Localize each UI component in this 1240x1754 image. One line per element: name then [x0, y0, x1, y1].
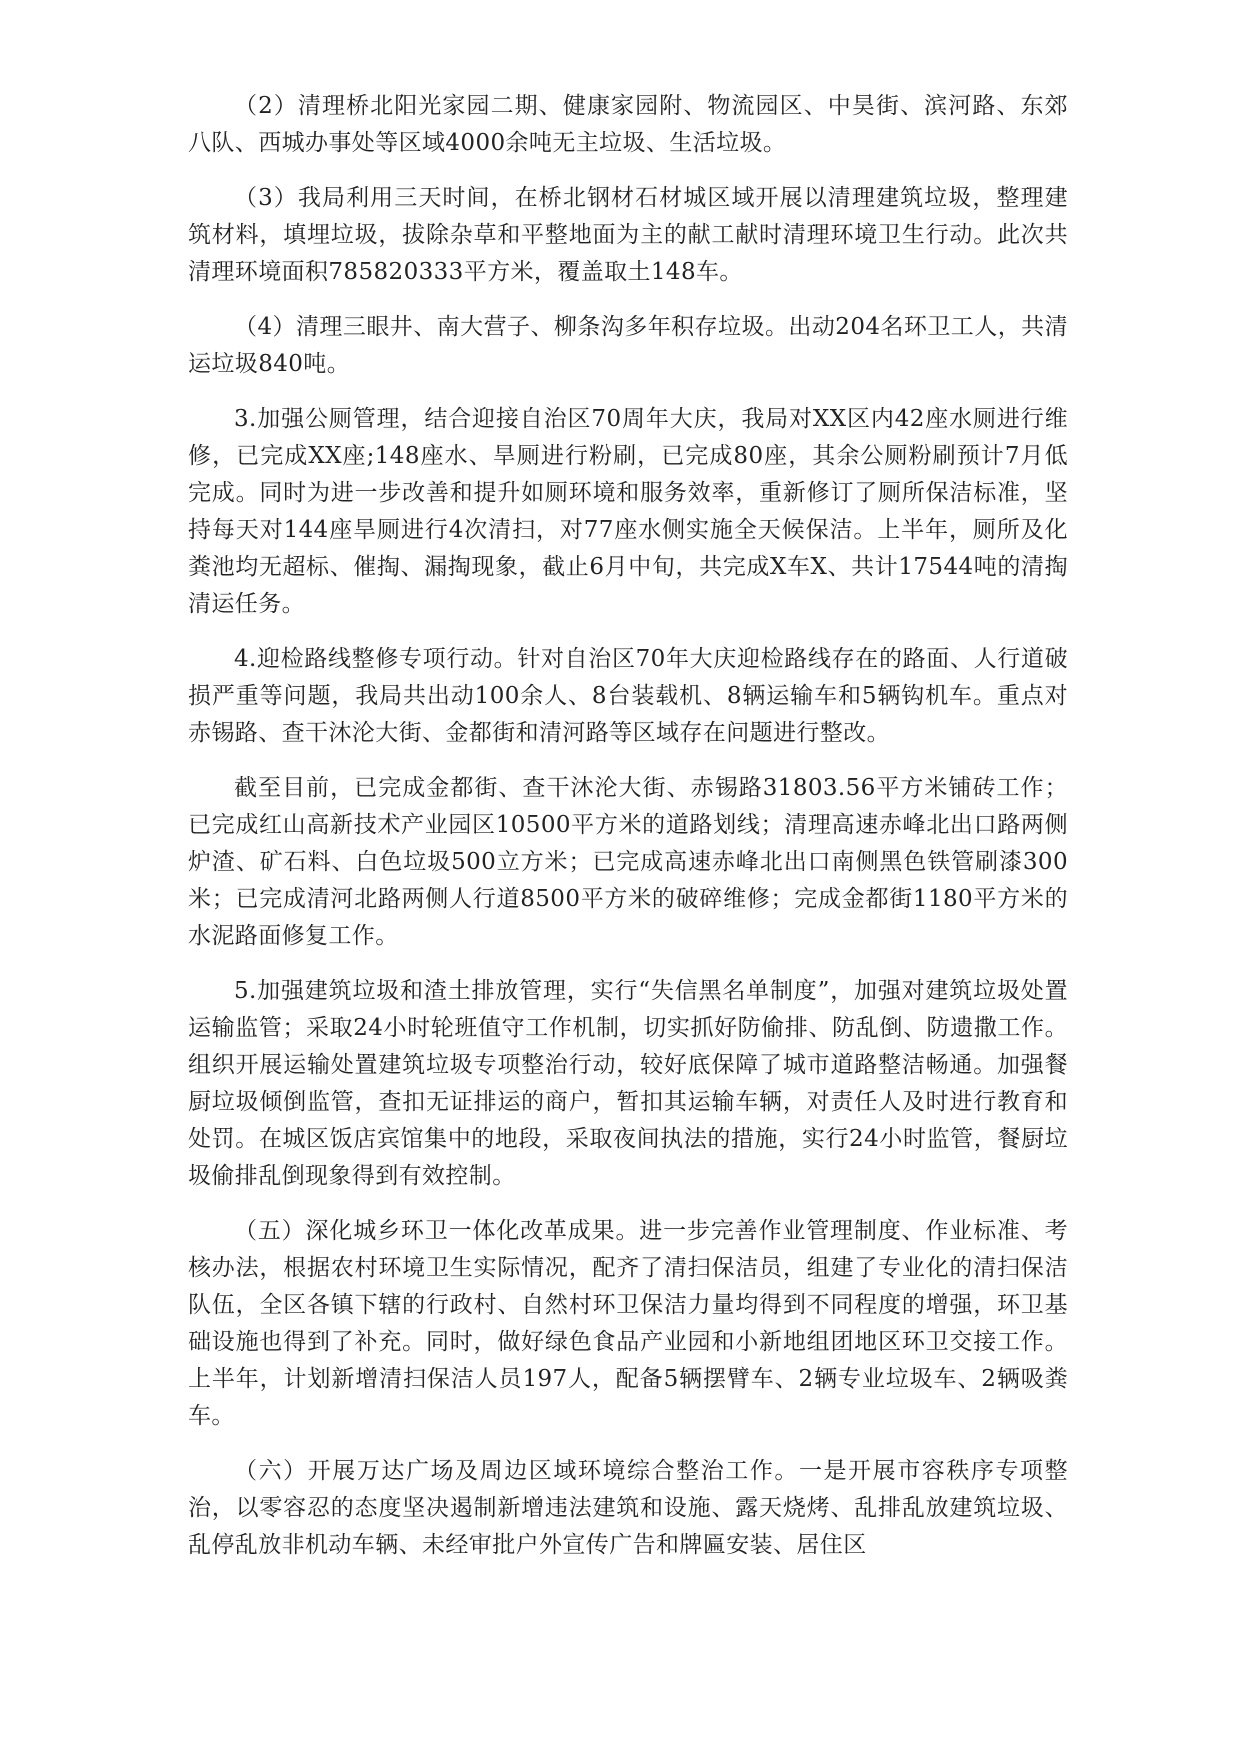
paragraph-toilet-management: 3.加强公厕管理，结合迎接自治区70周年大庆，我局对XX区内42座水厕进行维修，已完成XX座;148座水、旱厕进行粉刷，已完成80座，其余公厕粉刷预计7月低完成。同时为进一步改善和提升如厕环境和服务效率，重新修订了厕所保洁标准，坚持每天对144座旱厕进行4次清扫，对77座水侧实施全天候保洁。上半年，厕所及化粪池均无超标、催掏、漏掏现象，截止6月中旬，共完成X车X、共计17544吨的清掏清运任务。 — [188, 406, 1068, 617]
document-body — [188, 88, 1068, 1582]
paragraph-wanda-plaza: （六）开展万达广场及周边区域环境综合整治工作。一是开展市容秩序专项整治，以零容忍的态度坚决遏制新增违法建筑和设施、露天烧烤、乱排乱放建筑垃圾、乱停乱放非机动车辆、未经审批户外宣传广告和牌匾安装、居住区 — [188, 1458, 1068, 1558]
paragraph-cleanup-3: （3）我局利用三天时间，在桥北钢材石材城区域开展以清理建筑垃圾，整理建筑材料，填埋垃圾，拔除杂草和平整地面为主的献工献时清理环境卫生行动。此次共清理环境面积785820333平方米，覆盖取土148车。 — [188, 185, 1068, 285]
paragraph-construction-waste: 5.加强建筑垃圾和渣土排放管理，实行“失信黑名单制度”，加强对建筑垃圾处置运输监管；采取24小时轮班值守工作机制，切实抓好防偷排、防乱倒、防遗撒工作。组织开展运输处置建筑垃圾专项整治行动，较好底保障了城市道路整洁畅通。加强餐厨垃圾倾倒监管，查扣无证排运的商户，暂扣其运输车辆，对责任人及时进行教育和处罚。在城区饭店宾馆集中的地段，采取夜间执法的措施，实行24小时监管，餐厨垃圾偷排乱倒现象得到有效控制。 — [188, 978, 1068, 1189]
paragraph-cleanup-4: （4）清理三眼井、南大营子、柳条沟多年积存垃圾。出动204名环卫工人，共清运垃圾840吨。 — [188, 314, 1068, 377]
paragraph-cleanup-2: （2）清理桥北阳光家园二期、健康家园附、物流园区、中昊街、滨河路、东郊八队、西城办事处等区域4000余吨无主垃圾、生活垃圾。 — [188, 93, 1068, 156]
paragraph-route-repair: 4.迎检路线整修专项行动。针对自治区70年大庆迎检路线存在的路面、人行道破损严重等问题，我局共出动100余人、8台装载机、8辆运输车和5辆钩机车。重点对赤锡路、查干沐沦大街、金都街和清河路等区域存在问题进行整改。 — [188, 646, 1068, 746]
paragraph-urban-rural-sanitation: （五）深化城乡环卫一体化改革成果。进一步完善作业管理制度、作业标准、考核办法，根据农村环境卫生实际情况，配齐了清扫保洁员，组建了专业化的清扫保洁队伍，全区各镇下辖的行政村、自然村环卫保洁力量均得到不同程度的增强，环卫基础设施也得到了补充。同时，做好绿色食品产业园和小新地组团地区环卫交接工作。上半年，计划新增清扫保洁人员197人，配备5辆摆臂车、2辆专业垃圾车、2辆吸粪车。 — [188, 1218, 1068, 1429]
paragraph-progress-to-date: 截至目前，已完成金都街、查干沐沦大街、赤锡路31803.56平方米铺砖工作；已完成红山高新技术产业园区10500平方米的道路划线；清理高速赤峰北出口路两侧炉渣、矿石料、白色垃圾500立方米；已完成高速赤峰北出口南侧黑色铁管刷漆300米；已完成清河北路两侧人行道8500平方米的破碎维修；完成金都街1180平方米的水泥路面修复工作。 — [188, 775, 1068, 949]
